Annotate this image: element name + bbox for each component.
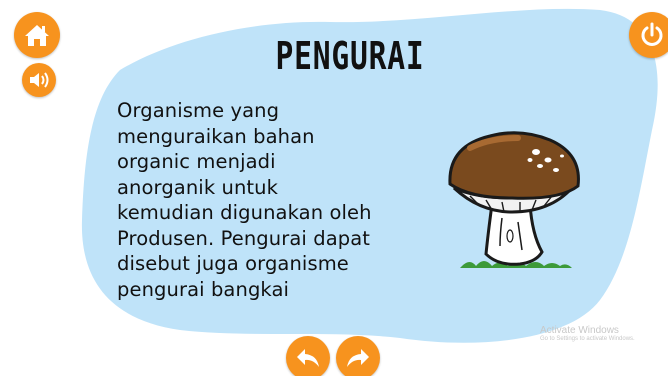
next-button[interactable] xyxy=(336,336,380,376)
arrow-right-icon xyxy=(345,347,371,369)
page-title: PENGURAI xyxy=(275,34,425,78)
body-line: disebut juga organisme xyxy=(117,252,349,275)
body-line: Organisme yang xyxy=(117,99,280,122)
body-text xyxy=(117,98,437,302)
body-line: Produsen. Pengurai dapat xyxy=(117,226,371,250)
body-line: anorganik untuk xyxy=(117,175,279,199)
power-button[interactable] xyxy=(629,12,668,58)
prev-button[interactable] xyxy=(286,336,330,376)
arrow-left-icon xyxy=(295,347,321,369)
watermark-subtitle: Go to Settings to activate Windows. xyxy=(540,336,635,342)
home-button[interactable] xyxy=(14,12,60,58)
activation-watermark xyxy=(540,325,635,342)
sound-button[interactable] xyxy=(22,63,56,97)
watermark-title: Activate Windows xyxy=(540,325,619,336)
body-line: menguraikan bahan xyxy=(117,124,315,148)
mushroom-illustration xyxy=(440,126,590,276)
body-line: organic menjadi xyxy=(117,150,276,173)
body-line: pengurai bangkai xyxy=(117,277,290,301)
speaker-icon xyxy=(28,71,50,89)
power-icon xyxy=(639,22,665,48)
body-line: kemudian digunakan oleh xyxy=(117,201,372,224)
home-icon xyxy=(23,22,51,48)
